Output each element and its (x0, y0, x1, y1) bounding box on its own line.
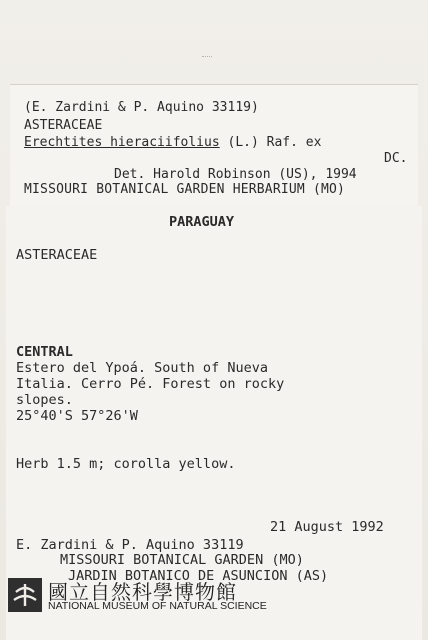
specimen-label (6, 206, 422, 640)
det-taxon (24, 135, 321, 151)
taxon-author: (L.) Raf. ex (227, 135, 322, 150)
pencil-mark (202, 56, 212, 60)
institution-as: JARDIN BOTANICO DE ASUNCION (AS) (68, 568, 329, 584)
collectors: E. Zardini & P. Aquino 33119 (16, 537, 244, 553)
locality-line-2: Italia. Cerro Pé. Forest on rocky (16, 376, 285, 392)
determination-label (10, 84, 418, 208)
det-taxon-author-cont: DC. (384, 151, 408, 166)
taxon-name: Erechtites hieraciifolius (24, 135, 220, 150)
country: PARAGUAY (169, 214, 235, 230)
det-determiner: Det. Harold Robinson (US), 1994 (114, 167, 357, 182)
det-family: ASTERACEAE (24, 118, 103, 133)
det-herbarium: MISSOURI BOTANICAL GARDEN HERBARIUM (MO) (24, 182, 346, 197)
family: ASTERACEAE (16, 247, 98, 263)
institution-mo: MISSOURI BOTANICAL GARDEN (MO) (60, 552, 304, 568)
locality-line-3: slopes. (16, 392, 73, 408)
plant-description: Herb 1.5 m; corolla yellow. (16, 456, 236, 472)
museum-name-english: NATIONAL MUSEUM OF NATURAL SCIENCE (48, 600, 267, 612)
det-collectors-line: (E. Zardini & P. Aquino 33119) (24, 100, 259, 115)
coordinates: 25°40'S 57°26'W (16, 408, 138, 424)
museum-logo-icon (8, 578, 42, 612)
locality-line-1: Estero del Ypoá. South of Nueva (16, 360, 268, 376)
museum-watermark (8, 578, 278, 618)
department: CENTRAL (16, 344, 73, 360)
collection-date: 21 August 1992 (270, 519, 384, 535)
museum-name-chinese: 國立自然科學博物館 (48, 580, 237, 604)
